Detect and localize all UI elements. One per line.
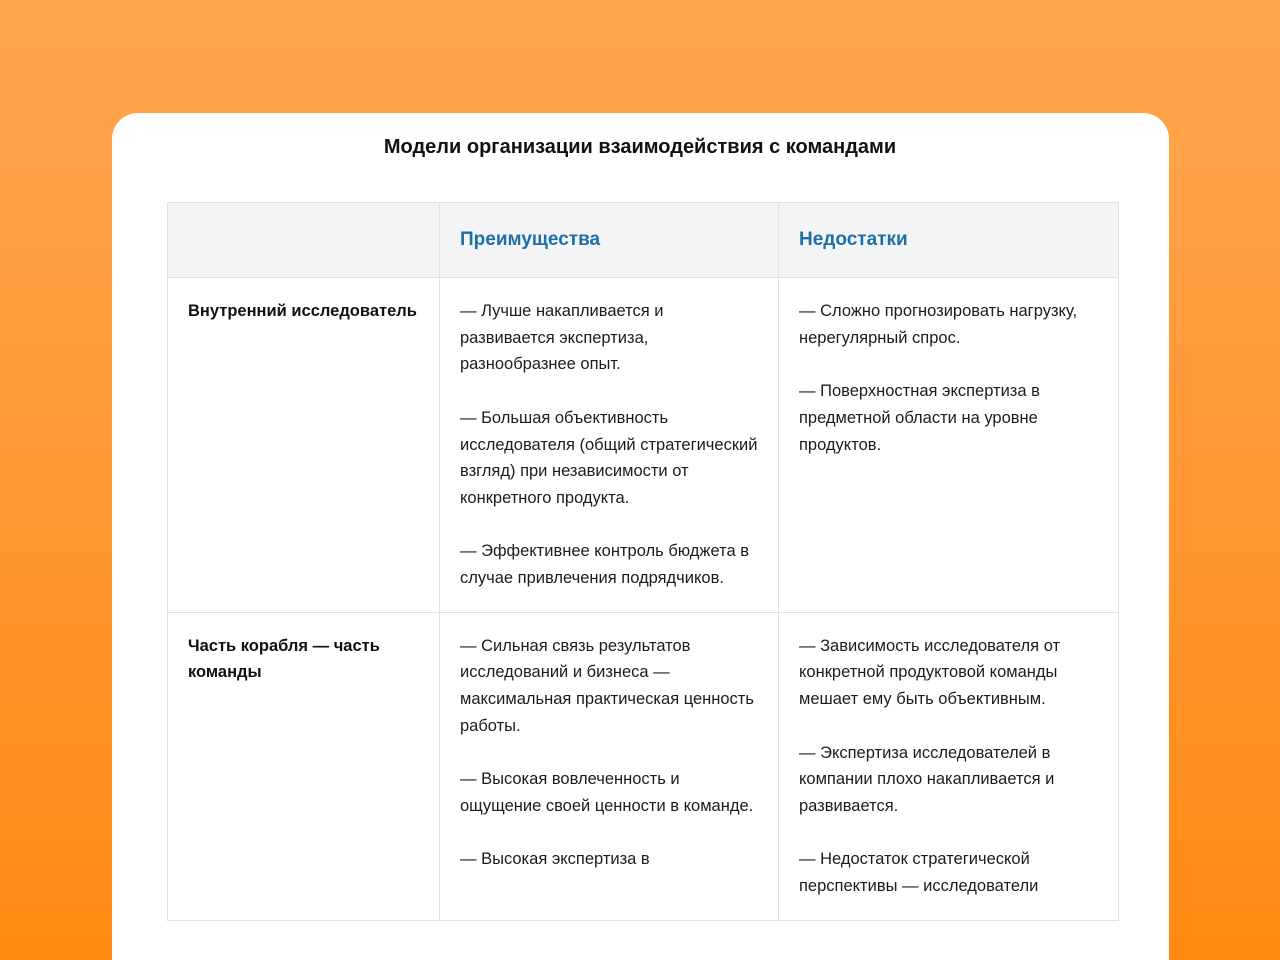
row-label-part-of-team [168,612,440,920]
advantage-point: — Высокая экспертиза в [460,850,650,869]
disadvantage-point: — Сложно прогнозировать нагрузку, нерегулярный спрос. [799,302,1078,347]
disadvantage-point: — Поверхностная экспертиза в предметной области на уровне продуктов. [799,382,1040,454]
disadvantage-point: — Зависимость исследователя от конкретной продуктовой команды мешает ему быть объективным. [799,636,1061,709]
advantages-cell [440,612,779,920]
disadvantages-cell [779,278,1119,613]
advantage-point: — Сильная связь результатов исследований и бизнеса — максимальная практическая ценность работы. [460,636,754,735]
advantage-point: — Большая объективность исследователя (общий стратегический взгляд) при независимости от конкретного продукта. [460,408,758,507]
disadvantage-point: — Недостаток стратегической перспективы — исследователи [799,850,1039,895]
row-label-text: Внутренний исследователь [188,302,417,320]
disadvantage-point: — Экспертиза исследователей в компании плохо накапливается и развивается. [799,743,1055,815]
advantage-point: — Эффективнее контроль бюджета в случае привлечения подрядчиков. [460,542,749,587]
comparison-table [167,202,1119,921]
advantage-point: — Высокая вовлеченность и ощущение своей ценности в команде. [460,770,754,815]
table-row [168,278,1119,613]
row-label-text: Часть корабля — часть команды [188,636,380,682]
header-disadvantages: Недостатки [779,203,1119,278]
table-row [168,612,1119,920]
advantages-cell [440,278,779,613]
row-label-internal-researcher [168,278,440,613]
header-advantages: Преимущества [440,203,779,278]
disadvantages-cell [779,612,1119,920]
header-empty-cell [168,203,440,278]
page-title: Модели организации взаимодействия с командами [383,136,897,158]
advantage-point: — Лучше накапливается и развивается экспертиза, разнообразнее опыт. [460,302,664,374]
table-header-row [168,203,1119,278]
